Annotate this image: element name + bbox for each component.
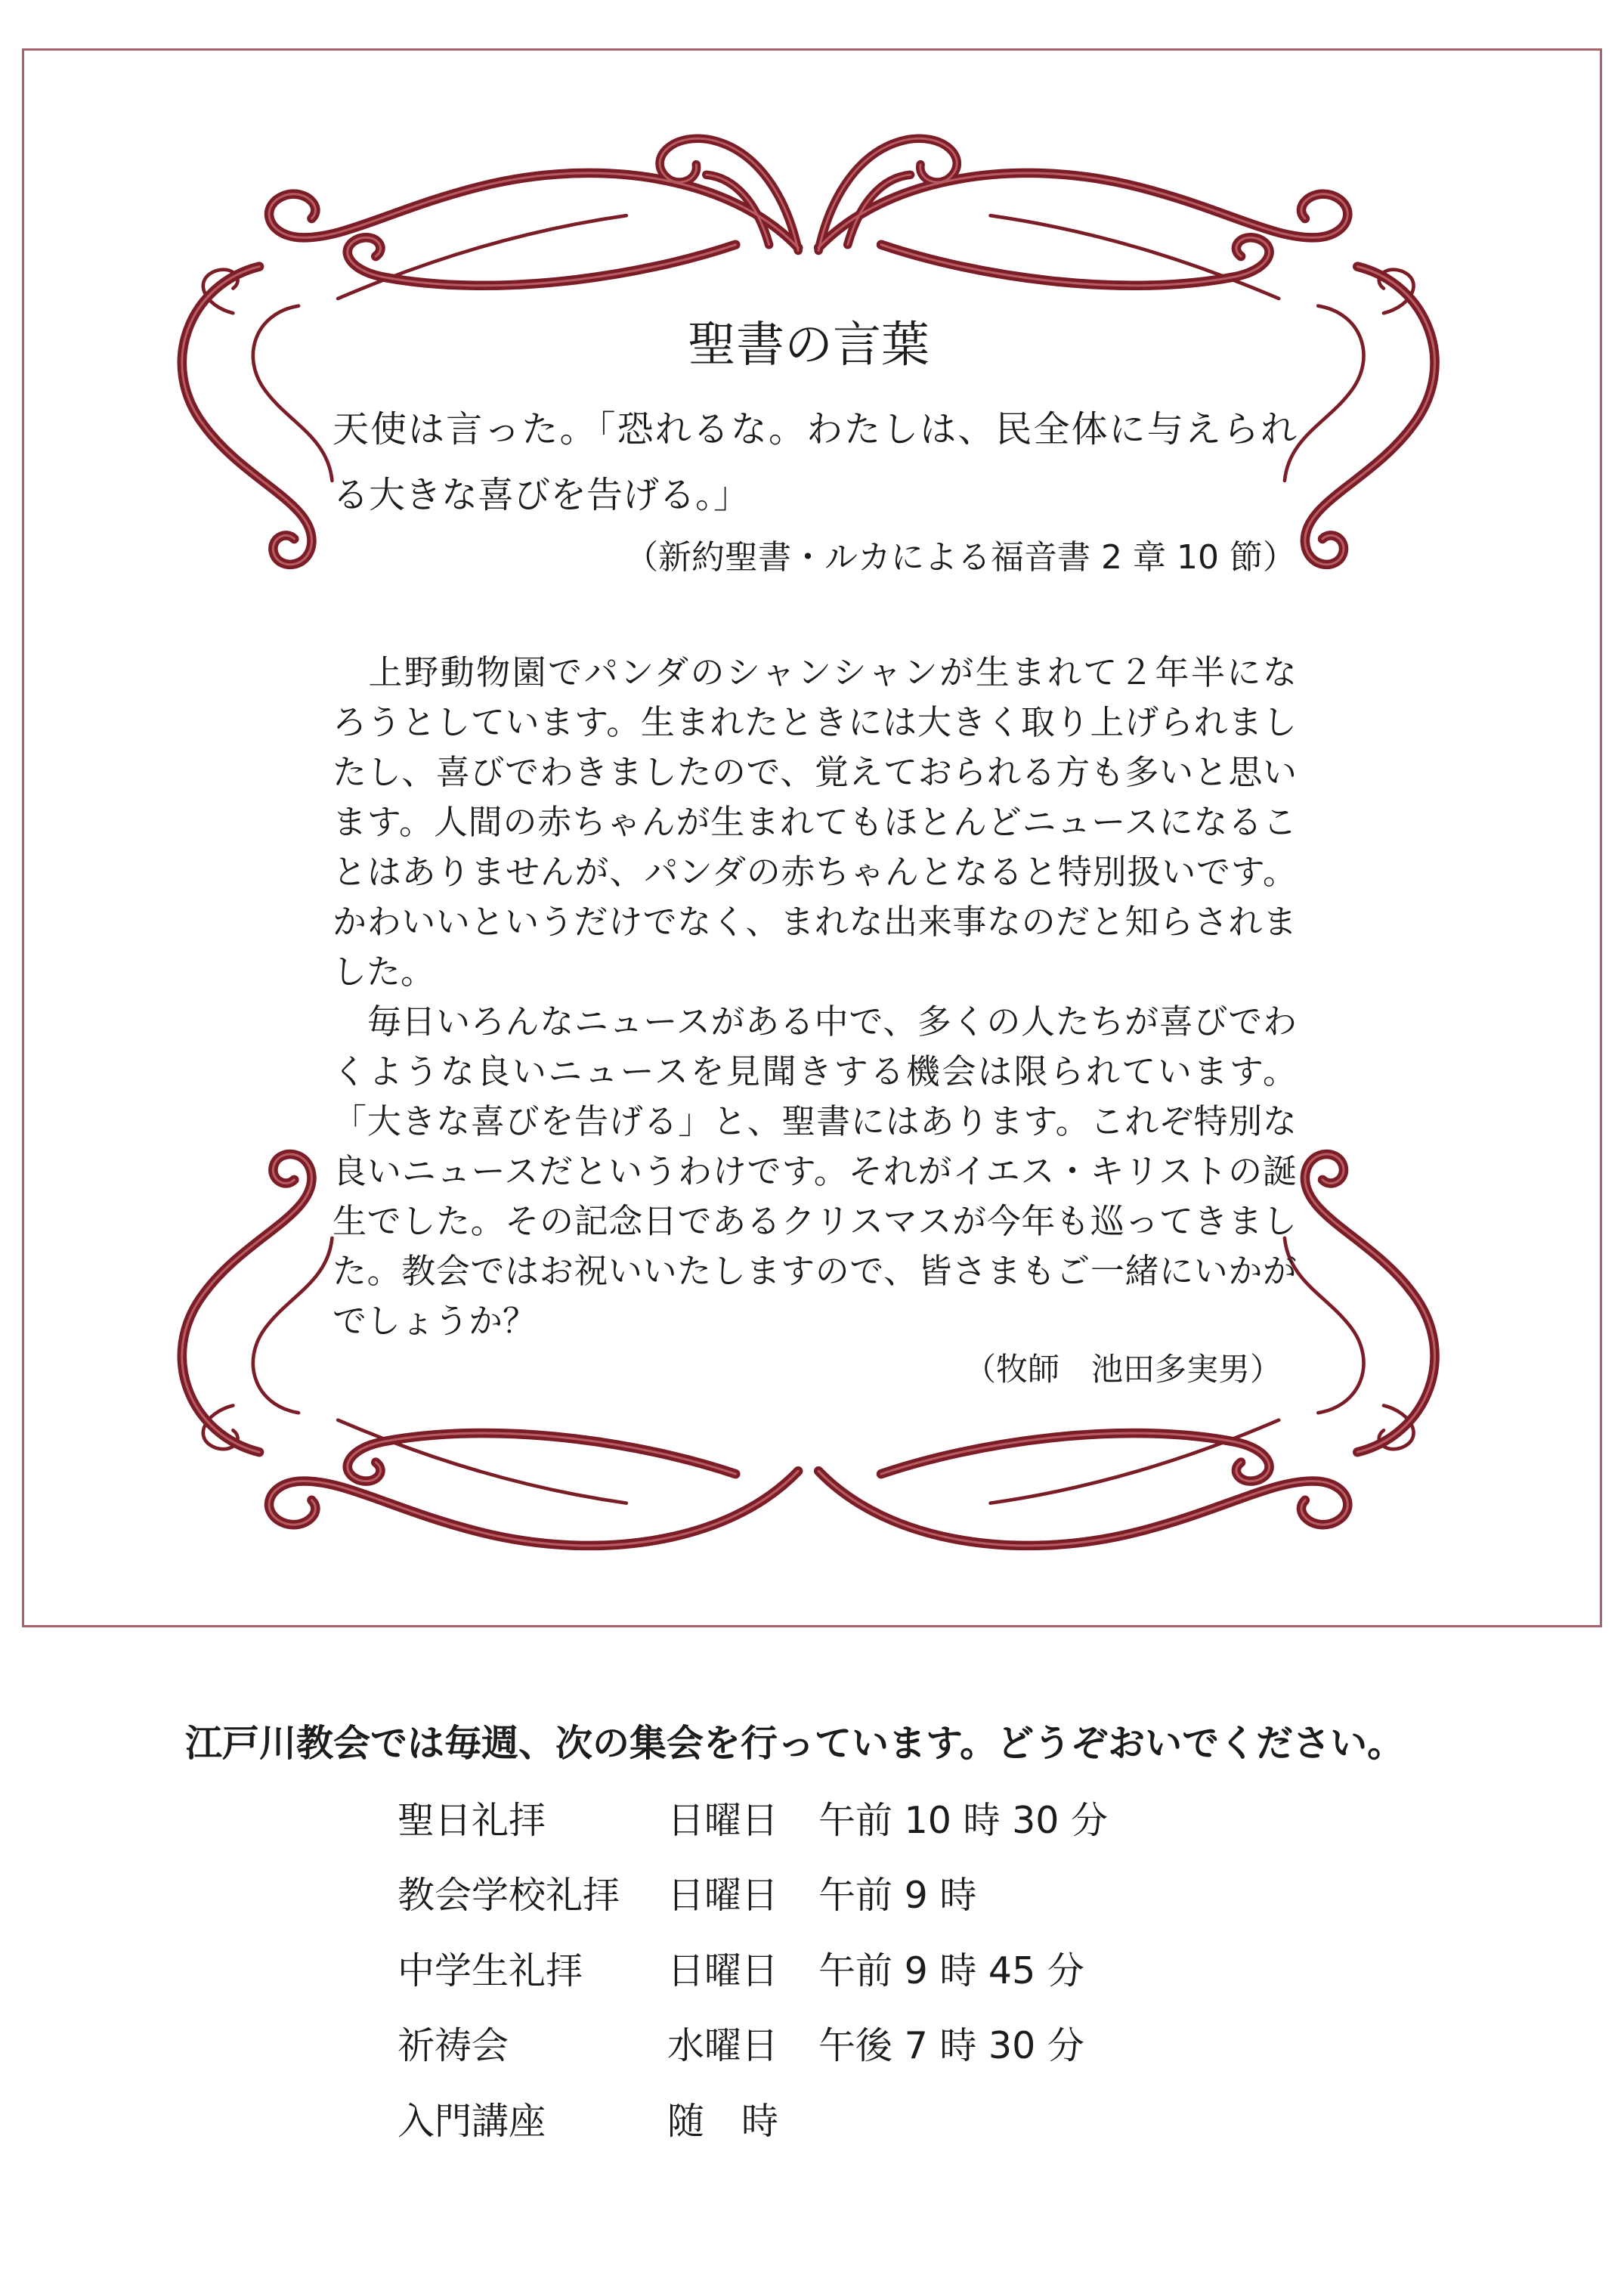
meeting-time: 午前 10 時 30 分	[818, 1799, 1109, 1842]
verse-line: る大きな喜びを告げる。」	[333, 474, 750, 516]
meeting-day: 日曜日	[667, 1949, 779, 1992]
body-line: ます。人間の赤ちゃんが生まれてもほとんどニュースになるこ	[333, 802, 1297, 842]
body-line: 「大きな喜びを告げる」と、聖書にはあります。これぞ特別な	[333, 1101, 1297, 1141]
meeting-row	[0, 1796, 1624, 1871]
meeting-day: 水曜日	[667, 2024, 779, 2068]
verse-citation: （新約聖書・ルカによる福音書 2 章 10 節）	[625, 538, 1296, 577]
meeting-name: 祈祷会	[397, 2024, 509, 2068]
verse-line: 天使は言った。「恐れるな。わたしは、民全体に与えられ	[333, 408, 1297, 450]
meetings-heading: 江戸川教会では毎週、次の集会を行っています。どうぞおいでください。	[185, 1722, 1405, 1765]
body-line: でしょうか？	[333, 1301, 537, 1341]
body-line: たし、喜びでわきましたので、覚えておられる方も多いと思い	[333, 752, 1297, 792]
meeting-time: 午前 9 時	[818, 1874, 977, 1918]
meeting-name: 聖日礼拝	[397, 1799, 546, 1842]
meeting-name: 教会学校礼拝	[397, 1874, 620, 1918]
meeting-day: 日曜日	[667, 1799, 779, 1842]
body-line: 生でした。その記念日であるクリスマスが今年も巡ってきまし	[333, 1201, 1297, 1241]
message-body	[333, 648, 1297, 1346]
body-line: た。教会ではお祝いいたしますので、皆さまもご一緒にいかが	[333, 1251, 1297, 1291]
pastor-signature: （牧師 池田多実男）	[964, 1351, 1282, 1388]
meeting-row	[0, 1946, 1624, 2021]
body-line: かわいいというだけでなく、まれな出来事なのだと知らされま	[333, 902, 1297, 942]
meeting-day: 日曜日	[667, 1874, 779, 1918]
body-line: ろうとしています。生まれたときには大きく取り上げられまし	[333, 702, 1297, 742]
body-line: くような良いニュースを見聞きする機会は限られています。	[333, 1051, 1297, 1091]
meeting-name: 中学生礼拝	[397, 1949, 583, 1992]
meeting-name: 入門講座	[397, 2099, 546, 2143]
body-line: した。	[333, 952, 435, 992]
meeting-row	[0, 2021, 1624, 2096]
body-line: 毎日いろんなニュースがある中で、多くの人たちが喜びでわ	[333, 1001, 1297, 1042]
bible-verse	[333, 397, 1297, 528]
meeting-time: 午前 9 時 45 分	[818, 1949, 1084, 1992]
meeting-row	[0, 1871, 1624, 1946]
body-line: 上野動物園でパンダのシャンシャンが生まれて２年半にな	[333, 652, 1297, 692]
meeting-time: 午後 7 時 30 分	[818, 2024, 1084, 2068]
meeting-day: 随 時	[667, 2099, 779, 2143]
body-line: とはありませんが、パンダの赤ちゃんとなると特別扱いです。	[333, 852, 1297, 892]
section-title: 聖書の言葉	[688, 317, 930, 373]
meetings-schedule	[0, 1796, 1624, 2172]
body-line: 良いニュースだというわけです。それがイエス・キリストの誕	[333, 1151, 1297, 1191]
meeting-row	[0, 2097, 1624, 2172]
